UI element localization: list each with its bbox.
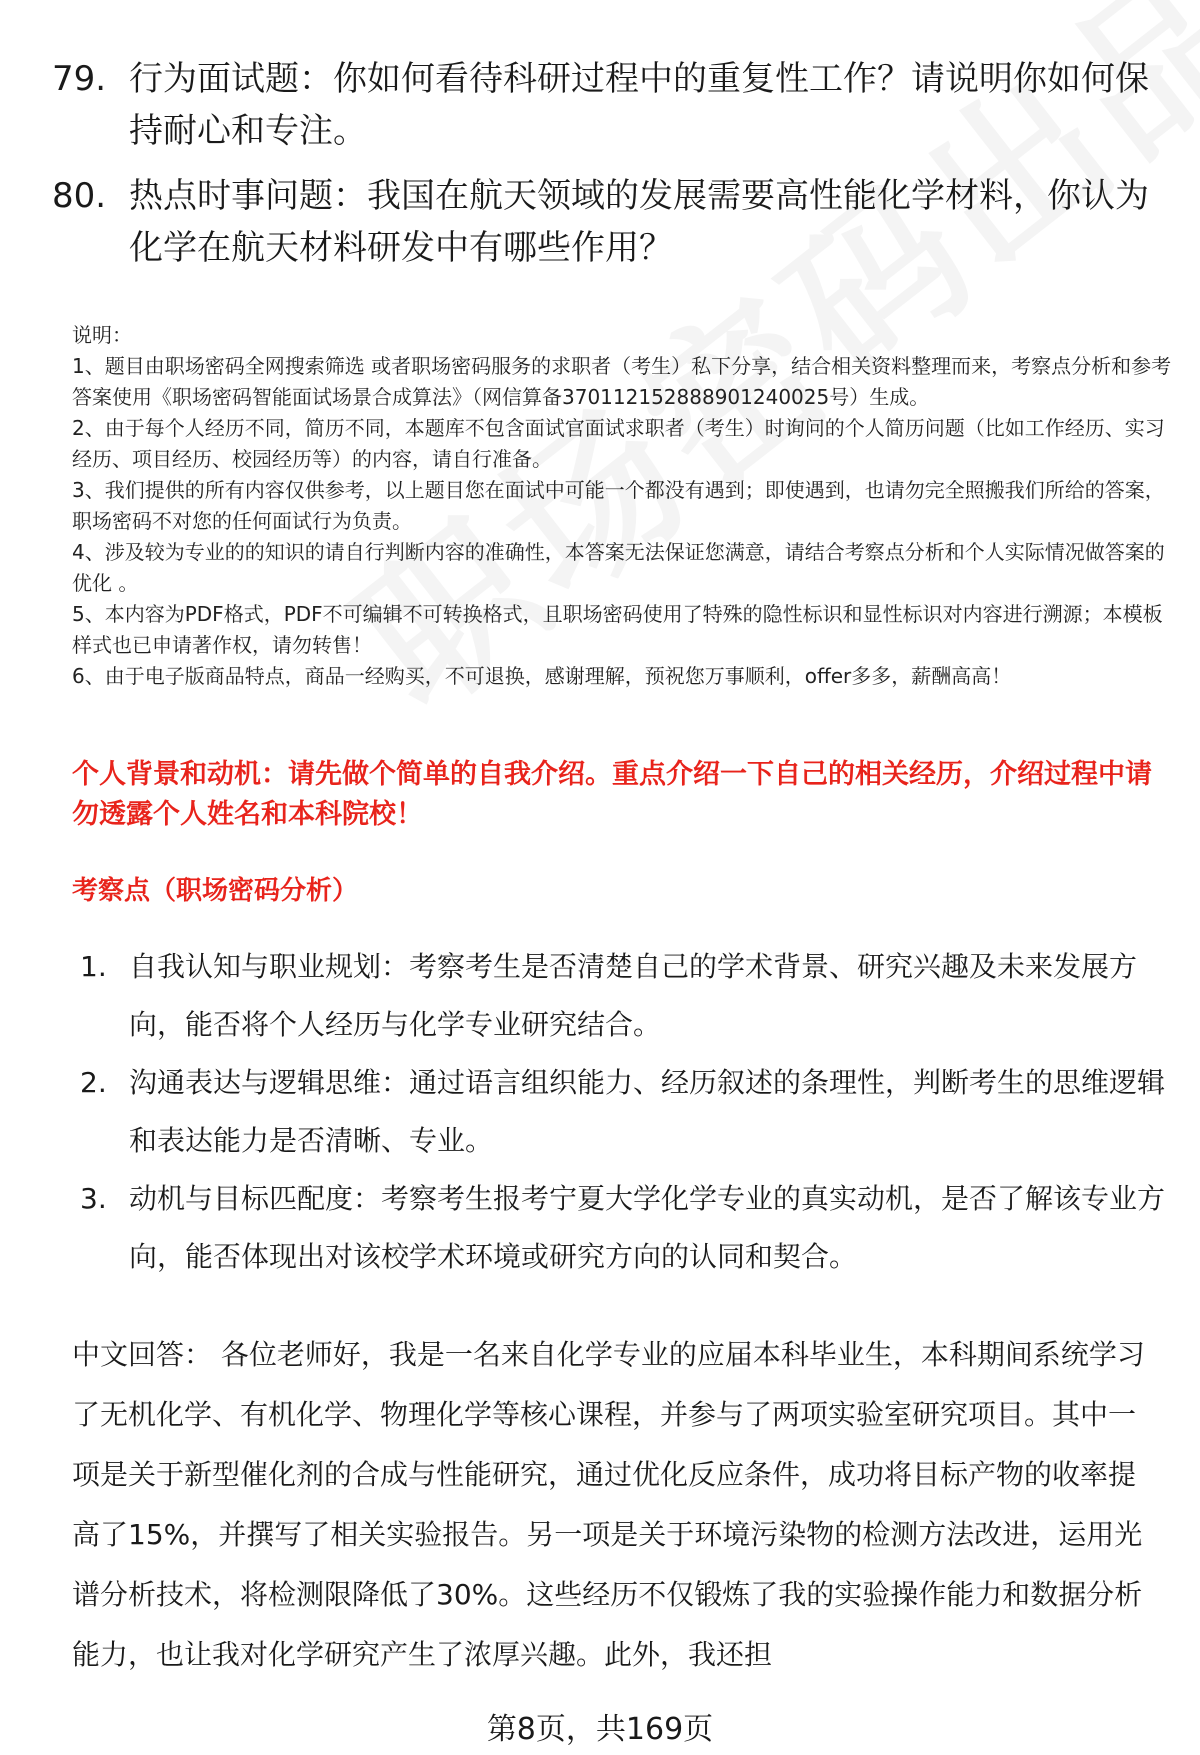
- notes-title: 说明：: [72, 323, 132, 347]
- note-item: 1、题目由职场密码全网搜索筛选 或者职场密码服务的求职者（考生）私下分享，结合相关资料整理而来，考察点分析和参考答案使用《职场密码智能面试场景合成算法》（网信算备370112152888901240025号）生成。: [72, 354, 1172, 409]
- analysis-point: [80, 1170, 1170, 1286]
- notes-block: [72, 320, 1172, 692]
- question-text: 行为面试题：你如何看待科研过程中的重复性工作？请说明你如何保持耐心和专注。: [129, 59, 1149, 151]
- question-80: [52, 170, 1162, 274]
- analysis-point: [80, 1054, 1170, 1170]
- answer-paragraph: 中文回答： 各位老师好，我是一名来自化学专业的应届本科毕业生，本科期间系统学习了无机化学、有机化学、物理化学等核心课程，并参与了两项实验室研究项目。其中一项是关于新型催化剂的合成与性能研究，通过优化反应条件，成功将目标产物的收率提高了15%，并撰写了相关实验报告。另一项是关于环境污染物的检测方法改进，运用光谱分析技术，将检测限降低了30%。这些经历不仅锻炼了我的实验操作能力和数据分析能力，也让我对化学研究产生了浓厚兴趣。此外，我还担: [72, 1338, 1145, 1671]
- analysis-points: [80, 938, 1170, 1286]
- point-text: 动机与目标匹配度：考察考生报考宁夏大学化学专业的真实动机，是否了解该专业方向，能否体现出对该校学术环境或研究方向的认同和契合。: [129, 1182, 1166, 1273]
- question-text: 热点时事问题：我国在航天领域的发展需要高性能化学材料，你认为化学在航天材料研发中有哪些作用？: [129, 176, 1149, 268]
- note-item: 5、本内容为PDF格式，PDF不可编辑不可转换格式，且职场密码使用了特殊的隐性标识和显性标识对内容进行溯源；本模板样式也已申请著作权，请勿转售！: [72, 602, 1163, 657]
- page-footer: 第8页，共169页: [486, 1712, 714, 1747]
- note-item: 6、由于电子版商品特点，商品一经购买，不可退换，感谢理解，预祝您万事顺利，offer多多，薪酬高高！: [72, 664, 1012, 688]
- question-number: 80.: [52, 176, 107, 216]
- note-item: 2、由于每个人经历不同，简历不同，本题库不包含面试官面试求职者（考生）时询问的个人简历问题（比如工作经历、实习经历、项目经历、校园经历等）的内容，请自行准备。: [72, 416, 1165, 471]
- point-text: 自我认知与职业规划：考察考生是否清楚自己的学术背景、研究兴趣及未来发展方向，能否将个人经历与化学专业研究结合。: [129, 950, 1138, 1041]
- section-question-heading: 个人背景和动机：请先做个简单的自我介绍。重点介绍一下自己的相关经历，介绍过程中请勿透露个人姓名和本科院校！: [72, 759, 1152, 830]
- analysis-point: [80, 938, 1170, 1054]
- question-79: [52, 53, 1162, 157]
- point-number: 1.: [80, 950, 107, 983]
- question-number: 79.: [52, 59, 107, 99]
- point-number: 3.: [80, 1182, 107, 1215]
- point-number: 2.: [80, 1066, 107, 1099]
- analysis-subheading: 考察点（职场密码分析）: [72, 876, 359, 906]
- point-text: 沟通表达与逻辑思维：通过语言组织能力、经历叙述的条理性，判断考生的思维逻辑和表达能力是否清晰、专业。: [129, 1066, 1166, 1157]
- note-item: 3、我们提供的所有内容仅供参考，以上题目您在面试中可能一个都没有遇到；即使遇到，也请勿完全照搬我们所给的答案，职场密码不对您的任何面试行为负责。: [72, 478, 1165, 533]
- note-item: 4、涉及较为专业的的知识的请自行判断内容的准确性，本答案无法保证您满意，请结合考察点分析和个人实际情况做答案的优化 。: [72, 540, 1165, 595]
